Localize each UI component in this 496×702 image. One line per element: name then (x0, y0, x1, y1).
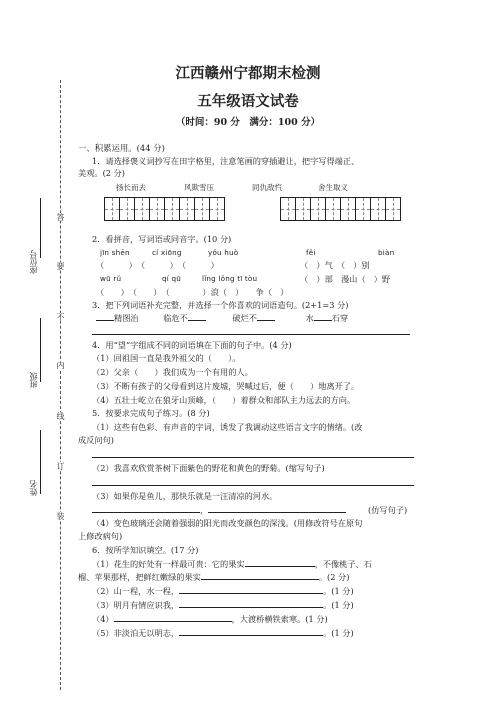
q6-s1-b: ，不像桃子、石 (314, 559, 372, 569)
q6-s2-b: 。(1 分) (323, 586, 354, 596)
q4-s1[interactable]: （1）回祖国一直是我外祖父的（ ）。 (92, 353, 241, 363)
q1-word-3: 同仇敌忾 (252, 183, 282, 192)
q5-s4: （4）变色玻璃还会随着强弱的阳光而改变颜色的深浅。(用修改符号在原句 (92, 518, 363, 528)
q3-item-3: 破烂不 (232, 313, 257, 323)
q4-s2[interactable]: （2）父亲（ ）我们成为一个有用的人。 (92, 367, 253, 377)
q6-s4[interactable] (92, 614, 328, 625)
binding-mark-bind: 装 (56, 512, 65, 520)
binding-mark-answer: 答 (56, 213, 65, 221)
pinyin-5: biàn (378, 248, 395, 257)
q6-s3-b: 。(1 分) (323, 600, 354, 610)
q6-s1-d: 。(2 分) (318, 572, 350, 582)
binding-line (60, 80, 61, 690)
binding-mark-order: 订 (56, 462, 65, 470)
q6-s4-b: ，大渡桥横铁索寒。(1 分) (231, 614, 328, 624)
q6-s2-a: （2）山一程，水一程， (92, 586, 180, 596)
pinyin-6: wū rǔ (100, 274, 122, 283)
page-subtitle: 五年级语文试卷 (197, 93, 299, 110)
q5-s2-line[interactable] (92, 485, 414, 486)
q3-text: 3．把下列词语补充完整，并选择一个你喜欢的词语造句。(2+1=3 分) (92, 300, 349, 310)
q6-s5-b: 。(1 分) (323, 628, 354, 638)
q6-s2[interactable] (92, 586, 354, 597)
q2-blanks-2[interactable]: （ ） （ ） （ ）浪（ ） 争（ ） (96, 287, 289, 297)
pinyin-4: fěi (306, 248, 316, 257)
q6-s5-a: （5）非淡泊无以明志， (92, 628, 180, 638)
q2-tail-1: （ ）气 （ ）别 (300, 260, 370, 270)
q1-word-2: 风欺雪压 (184, 183, 214, 192)
tianzige-right[interactable] (280, 197, 401, 221)
q6-s3[interactable] (92, 600, 354, 611)
time-score: （时间：90 分 满分：100 分） (175, 117, 321, 128)
pinyin-3: yǒu huò (208, 248, 239, 257)
pinyin-7: qí qū (162, 274, 181, 283)
q5-s2: （2）我喜欢欣赏茶树下面紫色的野花和黄色的野菊。(缩写句子) (92, 463, 325, 473)
pinyin-1: jīn shēn (100, 248, 130, 257)
q3-answer-line[interactable] (92, 334, 410, 335)
q3-item-4: 水 (305, 313, 314, 323)
q3-item-1: 精图治 (114, 313, 139, 323)
q6-text: 6．按所学知识填空。(17 分) (92, 545, 199, 555)
q5-text: 5．按要求完成句子练习。(8 分) (92, 408, 210, 418)
q5-s3-blanks[interactable]: ， (92, 505, 346, 516)
q6-s4-a: （4） (92, 614, 114, 624)
q2-text: 2．看拼音，写词语或同音字。(10 分) (92, 234, 232, 244)
q5-s1: （1）这些有色彩、有声音的字词，诱发了我调动这些语言文字的情绪。(改 (92, 422, 363, 432)
q4-s3[interactable]: （3）不断有孩子的父母看到这片废墟，哭喊过后，便（ ）地离开了。 (92, 381, 360, 391)
tianzige-left[interactable] (104, 197, 225, 221)
q6-s1-cont[interactable] (78, 572, 349, 583)
binding-mark-not: 不 (56, 313, 65, 321)
pinyin-2: cí xiōng (152, 248, 182, 257)
q5-s4-cont: 上修改病句) (78, 531, 123, 541)
q6-s1-a: （1）花生的好处有一样最可贵：它的果实 (92, 559, 245, 569)
q5-s1-line[interactable] (92, 457, 414, 458)
q5-s3-tail: (仿写句子) (368, 505, 408, 515)
q1-text: 1．请选择褒义词抄写在田字格里，注意笔画的穿插避让，把字写得端正、 (92, 156, 360, 166)
q5-s3: （3）如果你是鱼儿，那快乐就是一汪清凉的河水。 (92, 491, 278, 501)
binding-mark-line: 线 (56, 412, 65, 420)
name-blank[interactable] (40, 430, 41, 494)
q3-items[interactable] (96, 313, 348, 324)
seat-label: 座位号 (29, 250, 38, 274)
q5-s1-cont: 成反问句) (78, 435, 114, 445)
q3-item-5: 石穿 (331, 313, 349, 323)
pinyin-8: lǐng lǒng tī tòu (202, 274, 258, 283)
q2-blanks-1[interactable]: （ ） （ ） （ ） (96, 260, 219, 270)
q1-word-4: 舍生取义 (318, 183, 348, 192)
q4-text: 4．用“望”字组成不同的词语填在下面的句子中。(4 分) (92, 340, 292, 350)
q6-s1[interactable] (92, 559, 372, 570)
q6-s5[interactable] (92, 628, 354, 639)
name-label: 姓名 (29, 480, 38, 496)
q2-tail-2: （ ）部 漫山（ ）野 (300, 274, 391, 284)
q6-s3-a: （3）明月有情应识我， (92, 600, 180, 610)
q1-text-cont: 美观。(2 分) (78, 168, 125, 178)
binding-mark-need: 要 (56, 262, 65, 270)
class-label: 班级 (29, 372, 38, 388)
q1-word-1: 扬长而去 (116, 183, 146, 192)
q6-s1-c: 榴、苹果那样，把鲜红嫩绿的果实 (78, 572, 201, 582)
section-heading: 一、积累运用。(44 分) (78, 143, 165, 153)
binding-mark-inside: 内 (56, 361, 65, 369)
seat-blank[interactable] (40, 198, 41, 258)
q3-item-2: 临危不 (163, 313, 188, 323)
q4-s4[interactable]: （4）五壮士屹立在狼牙山顶峰，（ ）着群众和部队主力远去的方向。 (92, 395, 356, 405)
class-blank[interactable] (40, 318, 41, 382)
page-title: 江西赣州宁都期末检测 (175, 65, 321, 82)
